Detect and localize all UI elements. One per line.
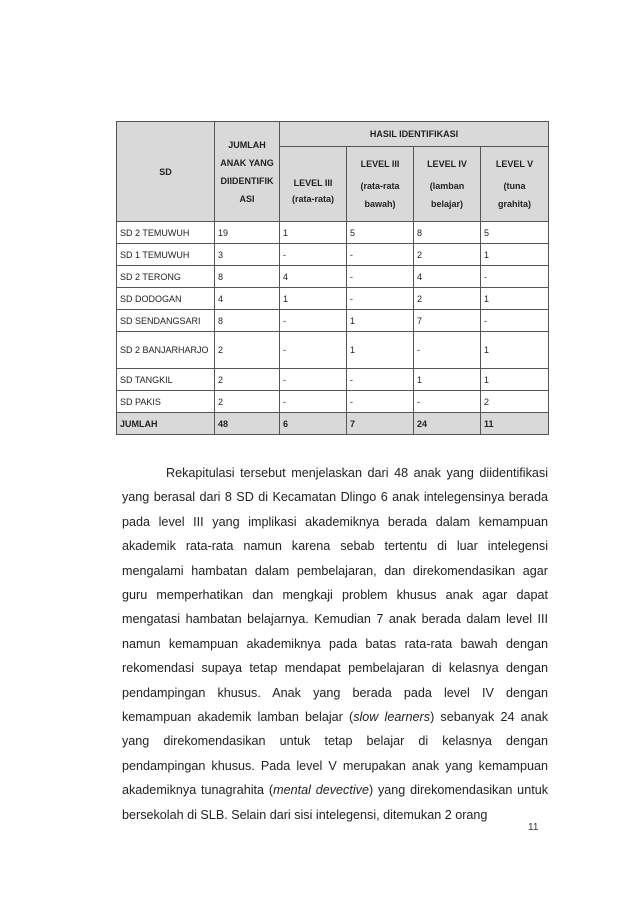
header-hasil-identifikasi: HASIL IDENTIFIKASI xyxy=(280,122,549,147)
header-sd: SD xyxy=(117,122,215,222)
header-level-iii-rata-rata: LEVEL III (rata-rata) xyxy=(280,147,347,222)
mental-devective-term: mental devective xyxy=(273,783,369,798)
identification-table xyxy=(116,121,549,435)
page-number: 11 xyxy=(528,822,539,833)
table-row: SD 1 TEMUWUH 3 - - 2 1 xyxy=(117,244,549,266)
table-row: SD 2 TEMUWUH 19 1 5 8 5 xyxy=(117,222,549,244)
table-row: SD DODOGAN 4 1 - 2 1 xyxy=(117,288,549,310)
table-row: SD PAKIS 2 - - - 2 xyxy=(117,391,549,413)
header-level-v: LEVEL V (tuna grahita) xyxy=(481,147,549,222)
table-total-row: JUMLAH 48 6 7 24 11 xyxy=(117,413,549,435)
header-jumlah: JUMLAH ANAK YANG DIIDENTIFIK ASI xyxy=(215,122,280,222)
table-row: SD 2 BANJARHARJO 2 - 1 - 1 xyxy=(117,332,549,369)
slow-learners-term: slow learners xyxy=(353,710,431,725)
header-level-iii-bawah: LEVEL III (rata-rata bawah) xyxy=(347,147,414,222)
table-row: SD SENDANGSARI 8 - 1 7 - xyxy=(117,310,549,332)
table-row: SD 2 TERONG 8 4 - 4 - xyxy=(117,266,549,288)
header-level-iv: LEVEL IV (lamban belajar) xyxy=(414,147,481,222)
table-row: SD TANGKIL 2 - - 1 1 xyxy=(117,369,549,391)
body-paragraph: Rekapitulasi tersebut menjelaskan dari 48 anak yang diidentifikasi yang berasal dari 8 SD di Kecamatan Dlingo 6 anak intelegensinya berada pada level III yang implikasi akademiknya berada dalam kemampuan akademik rata-rata namun karena sebab tertentu di luar intelegensi mengalami hambatan dalam pembelajaran, dan direkomendasikan agar guru memperhatikan dan mengkaji problem khusus anak agar dapat mengatasi hambatan belajarnya. Kemudian 7 anak berada dalam level III namun kemampuan akademiknya pada batas rata-rata bawah dengan rekomendasi supaya tetap mendapat pembelajaran di kelasnya dengan pendampingan khusus. Anak yang berada pada level IV dengan kemampuan akademik lamban belajar (slow learners) sebanyak 24 anak yang direkomendasikan untuk tetap belajar di kelasnya dengan pendampingan khusus. Pada level V merupakan anak yang kemampuan akademiknya tunagrahita (mental devective) yang direkomendasikan untuk bersekolah di SLB. Selain dari sisi intelegensi, ditemukan 2 orang xyxy=(122,466,548,822)
